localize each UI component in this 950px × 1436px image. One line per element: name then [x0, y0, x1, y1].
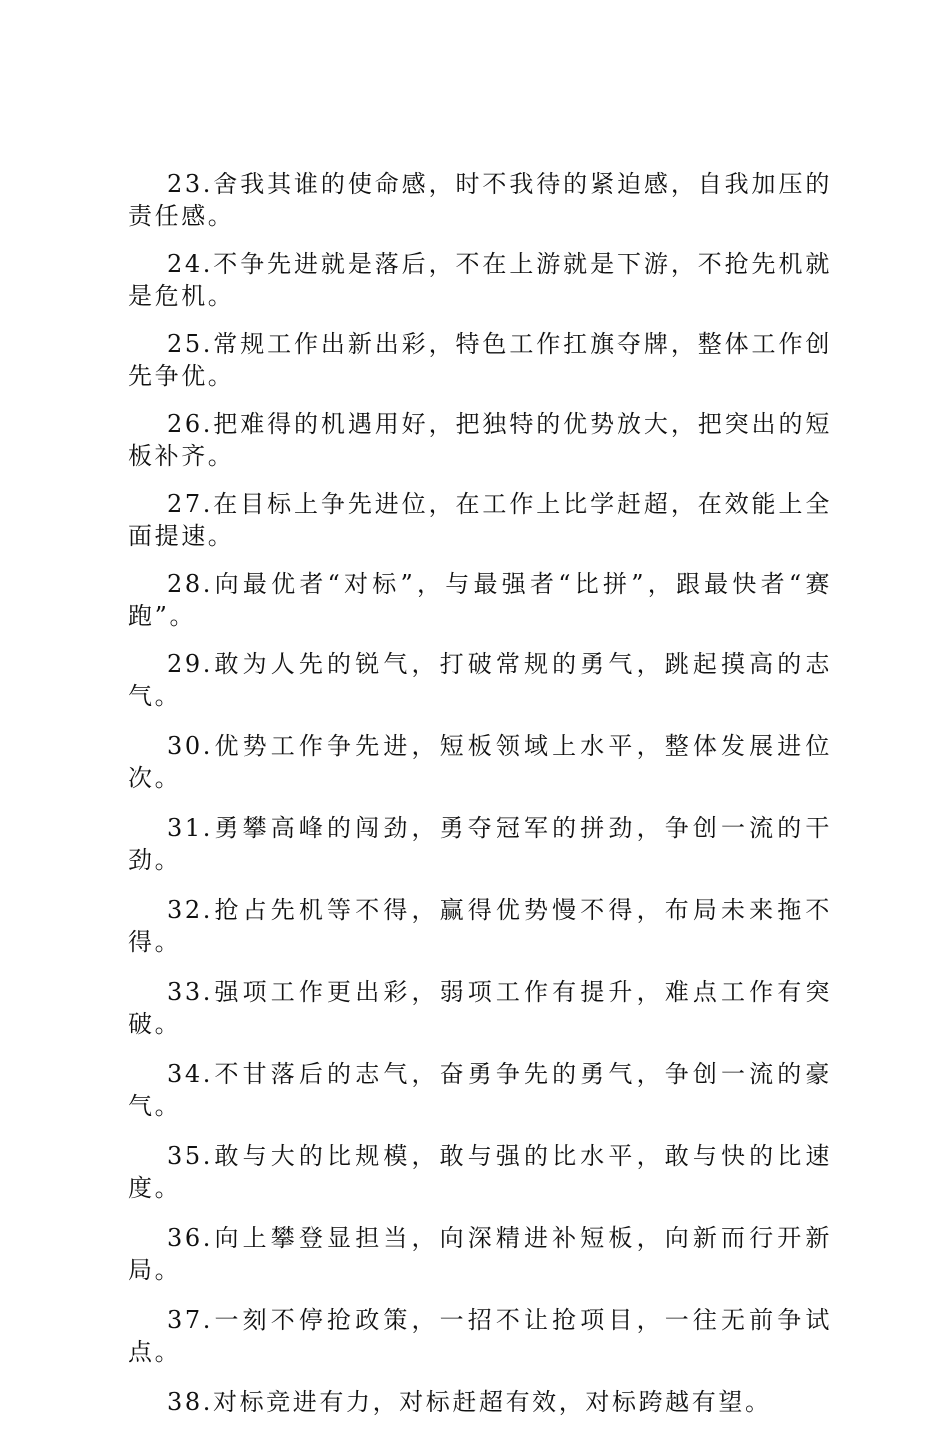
paragraph-31: 31.勇攀高峰的闯劲，勇夺冠军的拼劲，争创一流的干劲。: [128, 814, 832, 874]
paragraph-30: 30.优势工作争先进，短板领域上水平，整体发展进位次。: [128, 732, 832, 792]
paragraph-32: 32.抢占先机等不得，赢得优势慢不得，布局未来拖不得。: [128, 896, 832, 956]
paragraph-25: 25.常规工作出新出彩，特色工作扛旗夺牌，整体工作创先争优。: [128, 330, 832, 390]
paragraph-28: 28.向最优者“对标”，与最强者“比拼”，跟最快者“赛跑”。: [128, 570, 832, 630]
paragraph-37: 37.一刻不停抢政策，一招不让抢项目，一往无前争试点。: [128, 1306, 832, 1366]
paragraph-23: 23.舍我其谁的使命感，时不我待的紧迫感，自我加压的责任感。: [128, 170, 832, 230]
paragraph-33: 33.强项工作更出彩，弱项工作有提升，难点工作有突破。: [128, 978, 832, 1038]
paragraph-34: 34.不甘落后的志气，奋勇争先的勇气，争创一流的豪气。: [128, 1060, 832, 1120]
paragraph-29: 29.敢为人先的锐气，打破常规的勇气，跳起摸高的志气。: [128, 650, 832, 710]
document-body: [128, 168, 832, 1436]
paragraph-36: 36.向上攀登显担当，向深精进补短板，向新而行开新局。: [128, 1224, 832, 1284]
paragraph-26: 26.把难得的机遇用好，把独特的优势放大，把突出的短板补齐。: [128, 410, 832, 470]
paragraph-38: 38.对标竞进有力，对标赶超有效，对标跨越有望。: [167, 1388, 772, 1416]
paragraph-24: 24.不争先进就是落后，不在上游就是下游，不抢先机就是危机。: [128, 250, 832, 310]
paragraph-35: 35.敢与大的比规模，敢与强的比水平，敢与快的比速度。: [128, 1142, 832, 1202]
paragraph-27: 27.在目标上争先进位，在工作上比学赶超，在效能上全面提速。: [128, 490, 832, 550]
